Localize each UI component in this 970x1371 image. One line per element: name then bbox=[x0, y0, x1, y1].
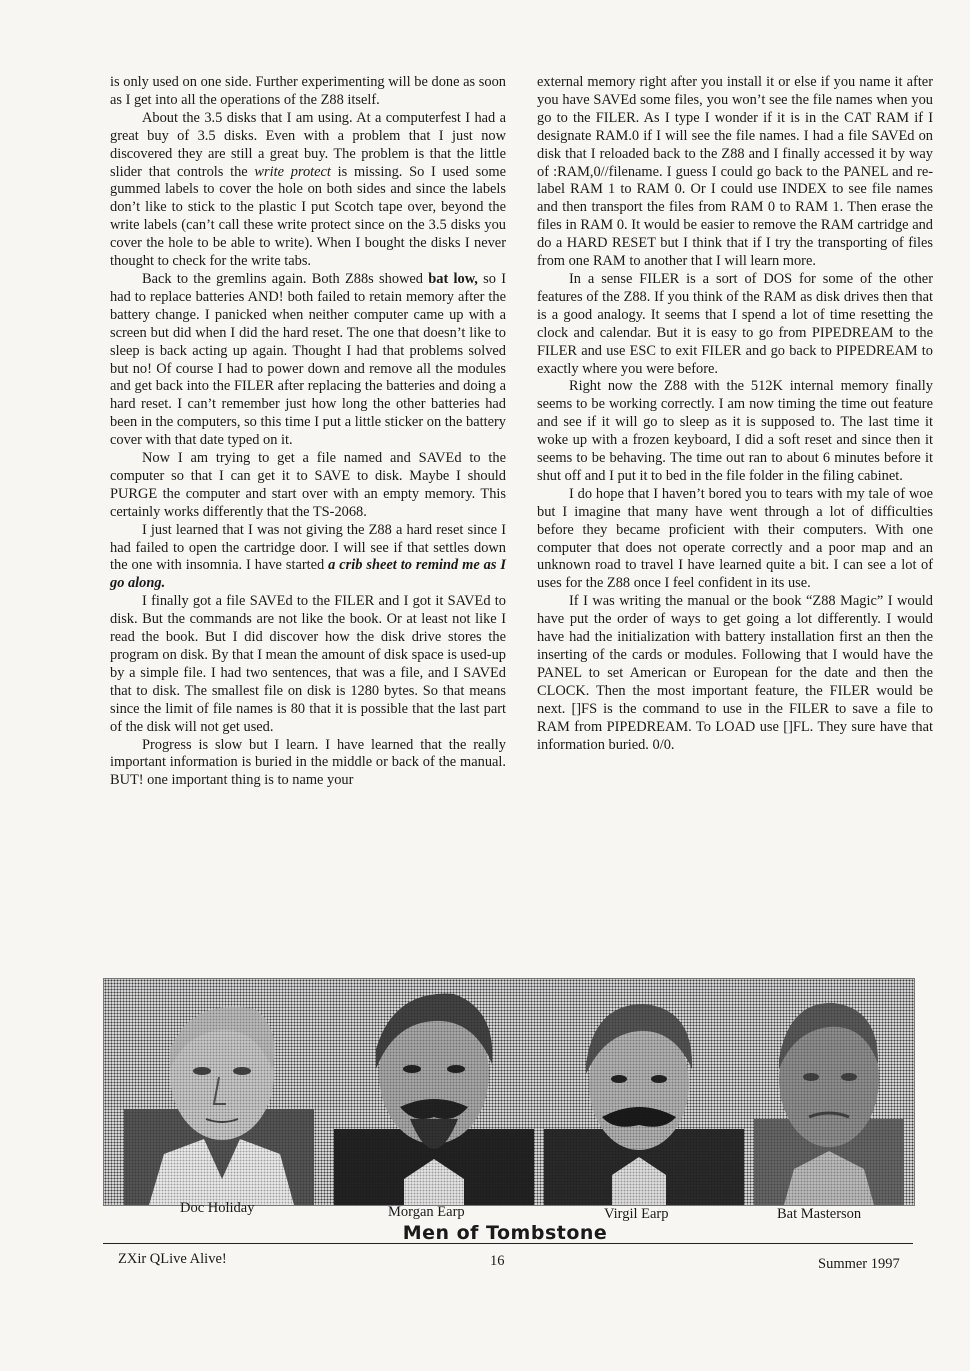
paragraph bbox=[110, 737, 506, 791]
paragraph-text: Right now the Z88 with the 512K internal memory finally seems to be working correctly. I am now timing the time out feature and see if it will go to sleep as it is supposed to. The last time it woke up with a frozen keyboard, I did a soft reset and since then it seems to be behaving. The time out ran to about 6 minutes before it shut off and I put it to bed in the file folder in the filing cabinet. bbox=[537, 378, 933, 484]
caption-virgil-earp: Virgil Earp bbox=[604, 1206, 669, 1222]
paragraph-text: bat low, bbox=[428, 270, 478, 287]
caption-doc-holiday: Doc Holiday bbox=[180, 1200, 255, 1216]
paragraph-text: a crib sheet to remind me as I go along. bbox=[110, 557, 506, 592]
paragraph-text: is missing. So I used some gummed labels to cover the hole on both sides and since the labels don’t like to stick to the plastic I put Scotch tape over, beyond the write labels (can’t call these write protect since on the 3.5 disks you cover the hole to be able to write). When I bought the disks I never thought to check for the write tabs. bbox=[110, 163, 506, 270]
men-of-tombstone-photo bbox=[103, 978, 915, 1206]
paragraph-text: Back to the gremlins again. Both Z88s showed bbox=[142, 270, 429, 287]
paragraph-text: I finally got a file SAVEd to the FILER and I got it SAVEd to disk. But the commands are not like the book. Or at least not like I read the book. But I did discover how the disk drive stores the program on disk. By that I mean the amount of disk space is used-up by a simple file. I had two sentences, that was a file, and I SAVEd that to disk. The smallest file on disk is 1280 bytes. So that means since the limit of file names is 80 that it is possible that the last part of the disk will not get used. bbox=[110, 593, 506, 735]
paragraph-text: write protect bbox=[254, 163, 331, 180]
footer-publication: ZXir QLive Alive! bbox=[118, 1251, 227, 1267]
paragraph bbox=[110, 110, 506, 271]
paragraph-text: external memory right after you install it or else if you name it after you have SAVEd some files, you won’t see the file names when you go to the FILER. As I type I wonder if it is in the CAT RAM if I designate RAM.0 if I will see the file names. I had a file SAVEd on disk that I reloaded back to the Z88 and I finally accessed it by way of :RAM,0//filename. I guess I could go back to the PANEL and re-label RAM 1 to RAM 0. Or I could use INDEX to see file names and then transport the files from RAM 0 to RAM 1. Then erase the files in RAM 0. It would be easier to remove the RAM cartridge and do a HARD RESET but I think that if I try the transporting of files from one RAM to another that I will learn more. bbox=[537, 74, 933, 270]
paragraph-text: so I had to replace batteries AND! both failed to retain memory after the battery change. I panicked when neither computer came up with a screen but did when I did the hard reset. The one that doesn’t like to sleep is back acting up again. Thought I had that problems solved but no! Of course I had to power down and remove all the modules and get back into the FILER after replacing the batteries and doing a hard reset. I can’t remember just how long the other batteries had been in the computers, so this time I put a little sticker on the battery cover with that date typed on it. bbox=[110, 270, 506, 449]
portrait-illustration bbox=[104, 979, 914, 1205]
paragraph-text: In a sense FILER is a sort of DOS for some of the other features of the Z88. If you think of the RAM as disk drives then that is a good analogy. It seems that I spend a lot of time resetting the clock and calendar. But it is easy to go from PIPEDREAM to the FILER and use ESC to exit FILER and go back to PIPEDREAM to exactly where you were before. bbox=[537, 270, 933, 377]
paragraph bbox=[110, 593, 506, 736]
paragraph bbox=[110, 450, 506, 522]
paragraph-text: About the 3.5 disks that I am using. At a computerfest I had a great buy of 3.5 disks. Even with a problem that I just now discovered they are still a great buy. The problem is that the little slider that controls the bbox=[110, 109, 506, 180]
footer-rule bbox=[103, 1243, 913, 1244]
article-right-column bbox=[537, 74, 933, 754]
paragraph bbox=[110, 271, 506, 450]
article-left-column bbox=[110, 74, 506, 790]
paragraph bbox=[537, 271, 933, 378]
paragraph bbox=[110, 74, 506, 110]
paragraph bbox=[537, 74, 933, 271]
paragraph-text: is only used on one side. Further experimenting will be done as soon as I get into all the operations of the Z88 itself. bbox=[110, 74, 506, 108]
paragraph-text: I do hope that I haven’t bored you to tears with my tale of woe but I imagine that many have went through a lot of difficulties before they became proficient with their computers. With one computer that does not operate correctly and a poor map and an unknown road to travel I have learned quite a bit. I can see a lot of uses for the Z88 once I feel confident in its use. bbox=[537, 485, 933, 592]
photo-title: Men of Tombstone bbox=[402, 1222, 608, 1244]
paragraph bbox=[537, 486, 933, 593]
caption-bat-masterson: Bat Masterson bbox=[777, 1206, 862, 1222]
paragraph bbox=[110, 522, 506, 594]
paragraph-text: I just learned that I was not giving the Z88 a hard reset since I had failed to open the cartridge door. I will see if that settles down the one with insomnia. I have started bbox=[110, 521, 506, 574]
paragraph bbox=[537, 593, 933, 754]
paragraph-text: Progress is slow but I learn. I have learned that the really important information is buried in the middle or back of the manual. BUT! one important thing is to name your bbox=[110, 736, 506, 789]
footer-issue-date: Summer 1997 bbox=[818, 1256, 900, 1272]
paragraph bbox=[537, 378, 933, 485]
paragraph-text: Now I am trying to get a file named and SAVEd to the computer so that I can get it to SAVE to disk. Maybe I should PURGE the computer and start over with an empty memory. This certainly works differently that the TS-2068. bbox=[110, 450, 506, 520]
footer-page-number: 16 bbox=[490, 1253, 505, 1269]
paragraph-text: If I was writing the manual or the book “Z88 Magic” I would have put the order of ways to get going a lot differently. I would have had the initialization with battery installation first an then the inserting of the cards or modules. Following that I would have the PANEL to set American or European for the date and then the CLOCK. Then the most important feature, the FILER would be next. []FS is the command to use in the FILER to save a file to RAM from PIPEDREAM. To LOAD use []FL. They sure have that information buried. 0/0. bbox=[537, 593, 933, 753]
caption-morgan-earp: Morgan Earp bbox=[388, 1204, 465, 1220]
